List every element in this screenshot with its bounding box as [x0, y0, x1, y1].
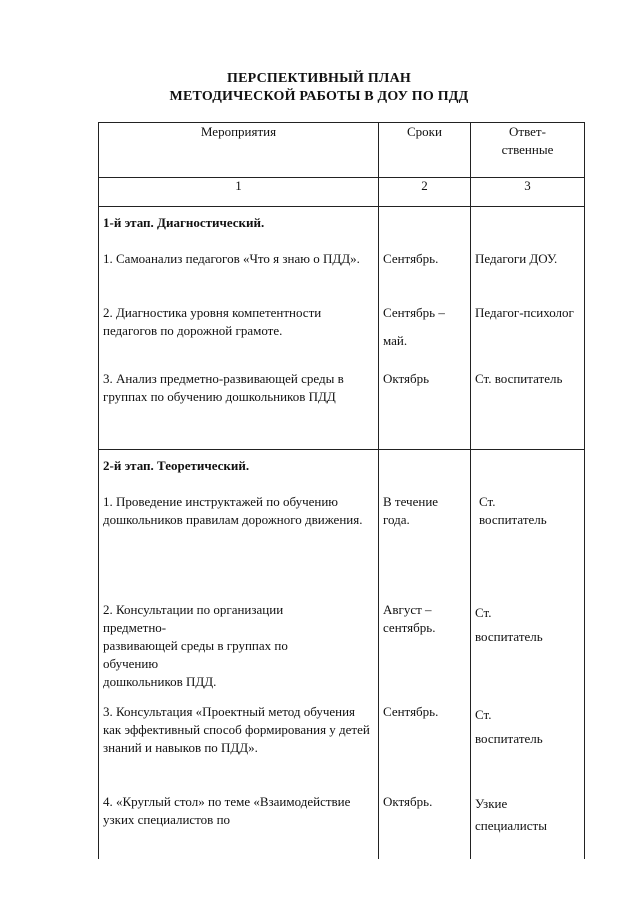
stage2-row	[99, 450, 585, 860]
stage1-events-cell	[99, 207, 379, 450]
stage2-resp-cell	[471, 450, 585, 860]
stage2-item-3-resp: Ст. воспитатель	[475, 707, 543, 746]
header-row	[99, 123, 585, 178]
column-number-1: 1	[99, 178, 379, 207]
stage1-item-2-resp: Педагог-психолог	[475, 305, 574, 320]
stage1-title: 1-й этап. Диагностический.	[103, 215, 265, 230]
stage2-dates-cell	[379, 450, 471, 860]
stage1-item-2-text: 2. Диагностика уровня компетентности педагогов по дорожной грамоте.	[103, 305, 322, 338]
stage2-item-4-resp: Узкие специалисты	[475, 796, 547, 833]
stage1-item-2-date-line-2: май.	[383, 333, 408, 348]
stage1-item-1-resp: Педагоги ДОУ.	[475, 251, 558, 266]
header-responsible	[471, 123, 585, 178]
stage1-item-1-text: 1. Самоанализ педагогов «Что я знаю о ПДД».	[103, 251, 360, 266]
stage1-dates-cell	[379, 207, 471, 450]
stage2-item-2	[103, 601, 374, 703]
stage2-item-2-line-3: развивающей среды в группах по	[103, 638, 288, 653]
stage2-item-2-resp: Ст. воспитатель	[475, 605, 543, 644]
stage1-item-1-date: Сентябрь.	[383, 251, 439, 266]
header-dates: Сроки	[379, 123, 471, 178]
stage2-item-4-text: 4. «Круглый стол» по теме «Взаимодействие узких специалистов по	[103, 794, 351, 827]
title-line-1: ПЕРСПЕКТИВНЫЙ ПЛАН	[227, 71, 411, 86]
header-responsible-line-1: Ответ-	[509, 124, 546, 139]
column-numbers-row	[99, 178, 585, 207]
header-events: Мероприятия	[99, 123, 379, 178]
stage2-item-1-date: В течение года.	[383, 494, 439, 527]
stage1-item-2-date-line-1: Сентябрь –	[383, 305, 445, 320]
column-number-2: 2	[379, 178, 471, 207]
stage2-events-cell	[99, 450, 379, 860]
stage2-title: 2-й этап. Теоретический.	[103, 458, 250, 473]
stage1-item-3-resp: Ст. воспитатель	[475, 371, 563, 386]
stage1-resp-cell	[471, 207, 585, 450]
stage2-item-3-text: 3. Консультация «Проектный метод обучения как эффективный способ формирования у детей знаний и навыков по ПДД».	[103, 704, 370, 755]
stage2-item-1-resp: Ст. воспитатель	[479, 494, 547, 527]
stage2-item-1-text: 1. Проведение инструктажей по обучению дошкольников правилам дорожного движения.	[103, 494, 363, 527]
stage2-item-2-line-5: дошкольников ПДД.	[103, 674, 217, 689]
document-title	[0, 70, 638, 106]
plan-table	[98, 122, 585, 859]
column-number-3: 3	[471, 178, 585, 207]
stage2-item-2-line-4: обучению	[103, 656, 159, 671]
stage2-item-2-line-2: предметно-	[103, 620, 167, 635]
stage1-item-3-text: 3. Анализ предметно-развивающей среды в группах по обучению дошкольников ПДД	[103, 371, 344, 404]
title-line-2: МЕТОДИЧЕСКОЙ РАБОТЫ В ДОУ ПО ПДД	[169, 89, 469, 104]
stage2-item-2-line-1: 2. Консультации по организации	[103, 602, 284, 617]
stage2-item-4-date: Октябрь.	[383, 794, 433, 809]
stage1-item-3-date: Октябрь	[383, 371, 430, 386]
header-responsible-line-2: ственные	[501, 142, 554, 157]
stage1-row	[99, 207, 585, 450]
stage2-item-2-date: Август – сентябрь.	[383, 602, 436, 635]
stage2-item-3-date: Сентябрь.	[383, 704, 439, 719]
